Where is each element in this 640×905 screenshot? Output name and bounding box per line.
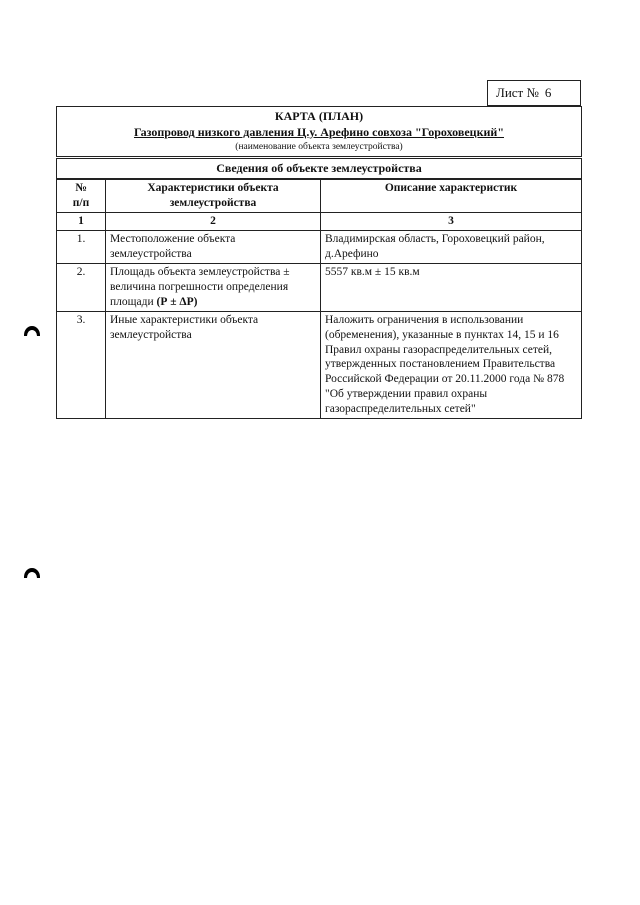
row-description: Наложить ограничения в использовании (обременения), указанные в пунктах 14, 15 и 16 Правил охраны газораспределительных сетей, утвержденных постановлением Правительства Российской Федерации от 20.11.2000 года № 878 "Об утверждении правил охраны газораспределительных сетей": [321, 311, 582, 419]
area-formula: (Р ± ΔР): [156, 295, 198, 308]
row-description: Владимирская область, Гороховецкий район, д.Арефино: [321, 230, 582, 263]
column-header-row: [57, 179, 582, 212]
row-characteristic: [106, 263, 321, 311]
title-row: [57, 107, 582, 158]
row-number: 2.: [57, 263, 106, 311]
punch-hole-mark: [24, 568, 40, 578]
row-characteristic: Местоположение объекта землеустройства: [106, 230, 321, 263]
sheet-number-box: [487, 80, 581, 106]
object-name: Газопровод низкого давления Ц.у. Арефино совхоза "Гороховецкий": [133, 124, 504, 139]
section-row: [57, 157, 582, 179]
title-cell: [57, 107, 582, 158]
land-object-table: [56, 106, 582, 419]
row-number: 1.: [57, 230, 106, 263]
table-row: [57, 263, 582, 311]
row-characteristic-text: Площадь объекта землеустройства ± величина погрешности определения площади: [110, 265, 290, 308]
table-row: [57, 311, 582, 419]
row-number: 3.: [57, 311, 106, 419]
object-name-caption: (наименование объекта землеустройства): [235, 142, 403, 153]
punch-hole-mark: [24, 326, 40, 336]
row-description: 5557 кв.м ± 15 кв.м: [321, 263, 582, 311]
table-row: [57, 230, 582, 263]
column-index-1: 1: [57, 213, 106, 231]
column-index-3: 3: [321, 213, 582, 231]
section-title: Сведения об объекте землеустройства: [57, 157, 582, 179]
column-index-row: [57, 213, 582, 231]
row-characteristic: Иные характеристики объекта землеустройства: [106, 311, 321, 419]
page-title: КАРТА (ПЛАН): [274, 109, 364, 123]
column-header-characteristic: Характеристики объекта землеустройства: [106, 179, 321, 212]
sheet-number: 6: [544, 85, 552, 100]
column-header-description: Описание характеристик: [321, 179, 582, 212]
column-index-2: 2: [106, 213, 321, 231]
sheet-label: Лист №: [496, 85, 539, 100]
column-header-num: № п/п: [57, 179, 106, 212]
